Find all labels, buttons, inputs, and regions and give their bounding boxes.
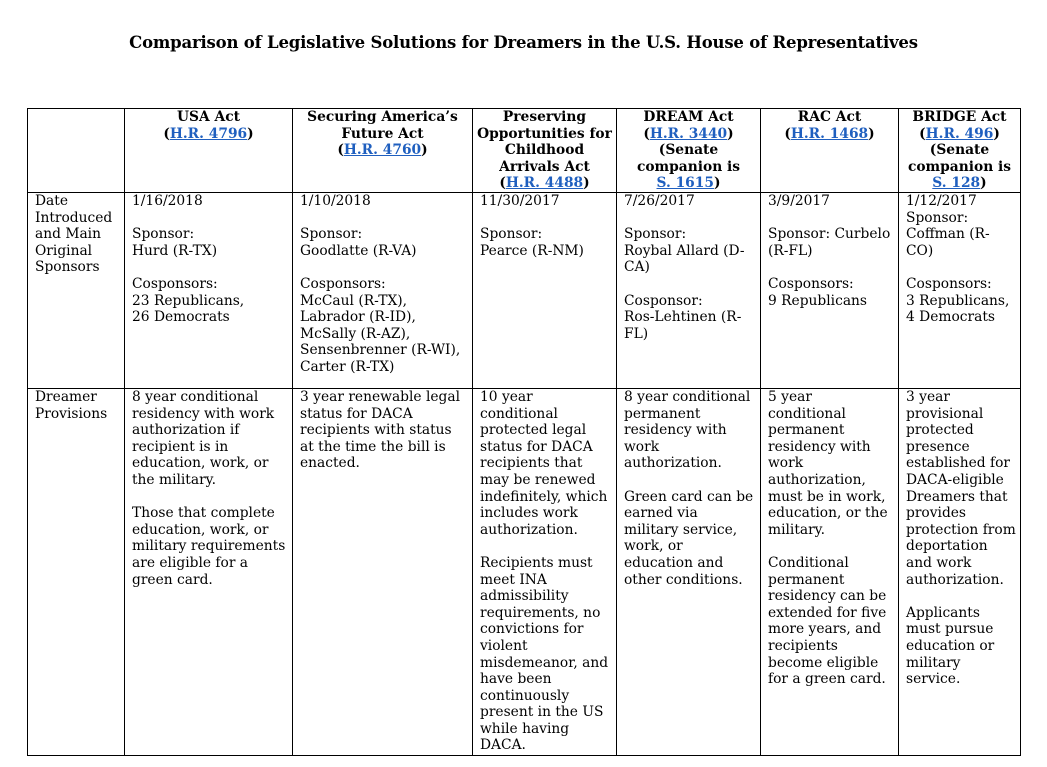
cosponsor-item: McSally (R-AZ), xyxy=(300,325,411,342)
date-introduced: 1/12/2017 xyxy=(906,193,977,209)
provision-paragraph: 8 year conditional residency with work authorization if recipient is in education, work, or the military. xyxy=(132,389,275,488)
provisions-cell-bridge-act xyxy=(899,389,1021,756)
cosponsor-label: Cosponsors: xyxy=(768,275,854,292)
date-cell-securing-americas-future-act xyxy=(293,193,473,389)
bill-link-hr4488[interactable]: H.R. 4488 xyxy=(505,175,584,192)
date-cell-preserving-opportunities-act xyxy=(473,193,617,389)
provision-paragraph: 10 year conditional protected legal status for DACA recipients that may be renewed indefinitely, which includes work authorization. xyxy=(480,389,608,538)
cosponsor-label: Cosponsors: xyxy=(906,275,992,292)
header-rac-act: RAC Act (H.R. 1468) xyxy=(761,109,899,193)
date-introduced: 3/9/2017 xyxy=(768,193,830,209)
bill-name: Securing America’s Future Act xyxy=(307,109,458,142)
cosponsor-item: McCaul (R-TX), xyxy=(300,292,408,309)
dreamer-provisions-row xyxy=(28,389,1021,756)
provision-paragraph: Applicants must pursue education or military service. xyxy=(906,604,995,688)
sponsor-label: Sponsor: xyxy=(906,209,969,226)
row-label-date: Date Introduced and Main Original Sponsors xyxy=(28,193,125,389)
header-securing-americas-future-act: Securing America’s Future Act (H.R. 4760) xyxy=(293,109,473,193)
provision-paragraph: 8 year conditional permanent residency with work authorization. xyxy=(624,389,751,472)
bill-link-hr496[interactable]: H.R. 496 xyxy=(925,125,994,142)
sponsor-label: Sponsor: Curbelo xyxy=(768,226,891,243)
cosponsor-item: 26 Democrats xyxy=(132,309,230,326)
cosponsor-item: 3 Republicans, xyxy=(906,292,1010,309)
header-preserving-opportunities-act: Preserving Opportunities for Childhood Arrivals Act (H.R. 4488) xyxy=(473,109,617,193)
senate-companion-label: (Senate companion is xyxy=(636,142,741,175)
cosponsor-label: Cosponsor: xyxy=(624,292,703,309)
provisions-cell-securing-americas-future-act xyxy=(293,389,473,756)
sponsor-name: Coffman (R-CO) xyxy=(906,226,990,259)
comparison-table xyxy=(27,108,1021,756)
header-dream-act: DREAM Act (H.R. 3440) (Senate companion is S. 1615) xyxy=(617,109,761,193)
date-cell-bridge-act xyxy=(899,193,1021,389)
document-title: Comparison of Legislative Solutions for Dreamers in the U.S. House of Representatives xyxy=(129,33,918,52)
sponsor-label: Sponsor: xyxy=(132,226,195,243)
cosponsor-item: Ros-Lehtinen (R-FL) xyxy=(624,309,742,342)
date-introduced: 7/26/2017 xyxy=(624,193,695,209)
date-introduced: 11/30/2017 xyxy=(480,193,560,209)
provision-paragraph: Conditional permanent residency can be extended for five more years, and recipients become eligible for a green card. xyxy=(768,554,887,688)
provision-paragraph: Recipients must meet INA admissibility requirements, no convictions for violent misdemeanor, and have been continuously present in the US while having DACA. xyxy=(480,554,609,754)
cosponsor-item: Labrador (R-ID), xyxy=(300,309,416,326)
date-cell-rac-act xyxy=(761,193,899,389)
provision-paragraph: Those that complete education, work, or military requirements are eligible for a green card. xyxy=(132,505,286,588)
header-corner-cell xyxy=(28,109,125,193)
row-label-provisions: Dreamer Provisions xyxy=(28,389,125,756)
bill-link-hr1468[interactable]: H.R. 1468 xyxy=(790,125,869,142)
bill-link-hr3440[interactable]: H.R. 3440 xyxy=(649,125,728,142)
header-bridge-act: BRIDGE Act (H.R. 496) (Senate companion is S. 128) xyxy=(899,109,1021,193)
cosponsor-item: 23 Republicans, xyxy=(132,292,245,309)
date-cell-usa-act xyxy=(125,193,293,389)
date-introduced: 1/16/2018 xyxy=(132,193,203,209)
cosponsor-item: 9 Republicans xyxy=(768,292,868,309)
cosponsor-item: Carter (R-TX) xyxy=(300,358,395,375)
provision-paragraph: 3 year provisional protected presence established for DACA-eligible Dreamers that provides protection from deportation and work authorization. xyxy=(906,389,1016,588)
provision-paragraph: 3 year renewable legal status for DACA recipients with status at the time the bill is enacted. xyxy=(300,389,461,472)
bill-link-hr4760[interactable]: H.R. 4760 xyxy=(343,142,422,159)
bill-link-s1615[interactable]: S. 1615 xyxy=(656,175,714,192)
bill-name: BRIDGE Act xyxy=(912,109,1007,125)
date-cell-dream-act xyxy=(617,193,761,389)
cosponsor-label: Cosponsors: xyxy=(300,275,386,292)
bill-name: RAC Act xyxy=(797,109,862,125)
provisions-cell-rac-act xyxy=(761,389,899,756)
bill-name: DREAM Act xyxy=(643,109,734,125)
sponsor-name: Pearce (R-NM) xyxy=(480,242,584,259)
bill-name: Preserving Opportunities for Childhood Arrivals Act xyxy=(477,109,612,175)
provisions-cell-preserving-opportunities-act xyxy=(473,389,617,756)
sponsor-label: Sponsor: xyxy=(480,226,543,243)
sponsor-name: Hurd (R-TX) xyxy=(132,242,218,259)
sponsor-label: Sponsor: xyxy=(300,226,363,243)
provision-paragraph: Green card can be earned via military service, work, or education and other conditions. xyxy=(624,488,754,588)
header-usa-act: USA Act (H.R. 4796) xyxy=(125,109,293,193)
bill-link-hr4796[interactable]: H.R. 4796 xyxy=(169,125,248,142)
date-introduced: 1/10/2018 xyxy=(300,193,371,209)
cosponsor-label: Cosponsors: xyxy=(132,275,218,292)
sponsor-name: Roybal Allard (D-CA) xyxy=(624,242,745,276)
sponsor-label: Sponsor: xyxy=(624,226,687,243)
provisions-cell-usa-act xyxy=(125,389,293,756)
sponsor-name: Goodlatte (R-VA) xyxy=(300,242,417,259)
bill-link-s128[interactable]: S. 128 xyxy=(932,175,981,192)
header-row xyxy=(28,109,1021,193)
cosponsor-item: 4 Democrats xyxy=(906,309,995,326)
sponsor-name: (R-FL) xyxy=(768,242,813,259)
cosponsor-item: Sensenbrenner (R-WI), xyxy=(300,342,461,359)
senate-companion-label: (Senate companion is xyxy=(907,142,1012,175)
provision-paragraph: 5 year conditional permanent residency with work authorization, must be in work, education, or the military. xyxy=(768,389,888,538)
date-sponsors-row xyxy=(28,193,1021,389)
provisions-cell-dream-act xyxy=(617,389,761,756)
bill-name: USA Act xyxy=(177,109,240,125)
